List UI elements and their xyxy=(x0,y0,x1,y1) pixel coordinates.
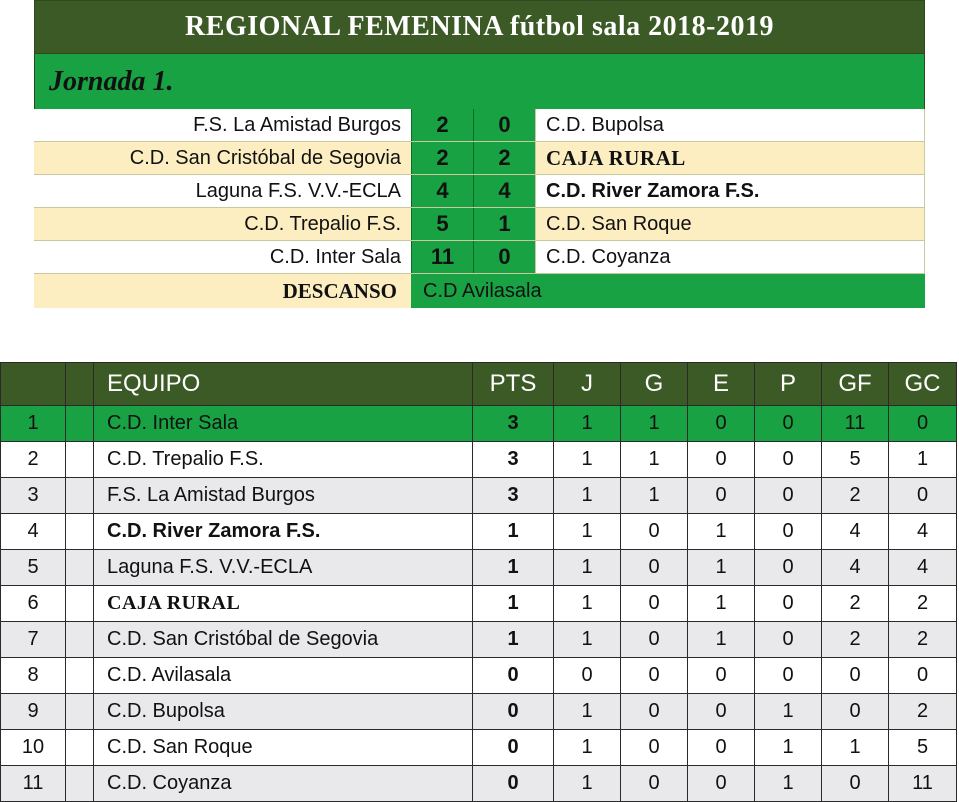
lost: 0 xyxy=(755,478,822,514)
position: 11 xyxy=(1,766,66,802)
team-name: C.D. Avilasala xyxy=(94,658,473,694)
away-score: 4 xyxy=(473,175,535,207)
table-row xyxy=(1,406,957,442)
drawn-header: E xyxy=(688,363,755,406)
played-header: J xyxy=(554,363,621,406)
table-row xyxy=(1,586,957,622)
position: 10 xyxy=(1,730,66,766)
table-row xyxy=(1,658,957,694)
goals-for: 11 xyxy=(822,406,889,442)
won: 0 xyxy=(621,694,688,730)
rest-row xyxy=(34,274,925,308)
won: 1 xyxy=(621,442,688,478)
drawn: 0 xyxy=(688,694,755,730)
away-score: 0 xyxy=(473,241,535,273)
drawn: 1 xyxy=(688,514,755,550)
points: 0 xyxy=(473,658,554,694)
drawn: 0 xyxy=(688,730,755,766)
lost: 0 xyxy=(755,658,822,694)
drawn: 0 xyxy=(688,406,755,442)
lost: 0 xyxy=(755,550,822,586)
lost: 1 xyxy=(755,766,822,802)
table-row xyxy=(1,514,957,550)
table-row xyxy=(1,442,957,478)
goals-for: 0 xyxy=(822,766,889,802)
team-name: C.D. San Roque xyxy=(94,730,473,766)
lost: 1 xyxy=(755,730,822,766)
home-team: C.D. Trepalio F.S. xyxy=(34,208,411,240)
goals-against: 0 xyxy=(889,658,957,694)
away-score: 1 xyxy=(473,208,535,240)
played: 1 xyxy=(554,622,621,658)
points: 1 xyxy=(473,622,554,658)
round-title: Jornada 1. xyxy=(34,54,925,109)
goals-against: 4 xyxy=(889,514,957,550)
goals-against: 2 xyxy=(889,694,957,730)
team-name: C.D. Inter Sala xyxy=(94,406,473,442)
won: 0 xyxy=(621,658,688,694)
position: 3 xyxy=(1,478,66,514)
table-row xyxy=(1,622,957,658)
points: 1 xyxy=(473,586,554,622)
results-panel xyxy=(34,0,925,308)
table-row xyxy=(1,694,957,730)
goals-against: 0 xyxy=(889,478,957,514)
home-score: 5 xyxy=(411,208,473,240)
table-row xyxy=(1,550,957,586)
standings-table xyxy=(0,362,957,802)
team-name: C.D. River Zamora F.S. xyxy=(94,514,473,550)
won: 0 xyxy=(621,622,688,658)
won: 0 xyxy=(621,514,688,550)
position: 1 xyxy=(1,406,66,442)
lost: 1 xyxy=(755,694,822,730)
goals-for: 2 xyxy=(822,622,889,658)
pts-header: PTS xyxy=(473,363,554,406)
blank-cell xyxy=(66,694,94,730)
drawn: 1 xyxy=(688,622,755,658)
match-row xyxy=(34,142,925,175)
drawn: 0 xyxy=(688,766,755,802)
points: 0 xyxy=(473,766,554,802)
rest-team: C.D Avilasala xyxy=(411,274,925,308)
drawn: 1 xyxy=(688,586,755,622)
standings-header-row xyxy=(1,363,957,406)
match-row xyxy=(34,109,925,142)
played: 1 xyxy=(554,550,621,586)
played: 1 xyxy=(554,586,621,622)
won: 1 xyxy=(621,478,688,514)
away-team: C.D. Bupolsa xyxy=(535,109,925,141)
blank-cell xyxy=(66,550,94,586)
home-score: 2 xyxy=(411,109,473,141)
lost: 0 xyxy=(755,622,822,658)
position: 9 xyxy=(1,694,66,730)
away-score: 0 xyxy=(473,109,535,141)
goals-for: 0 xyxy=(822,658,889,694)
team-name: C.D. Bupolsa xyxy=(94,694,473,730)
won: 0 xyxy=(621,730,688,766)
match-row xyxy=(34,208,925,241)
won: 0 xyxy=(621,550,688,586)
home-team: C.D. Inter Sala xyxy=(34,241,411,273)
position: 5 xyxy=(1,550,66,586)
goals-for: 0 xyxy=(822,694,889,730)
lost: 0 xyxy=(755,442,822,478)
goals-for-header: GF xyxy=(822,363,889,406)
played: 1 xyxy=(554,730,621,766)
won: 0 xyxy=(621,766,688,802)
goals-against: 2 xyxy=(889,586,957,622)
blank-cell xyxy=(66,406,94,442)
position: 4 xyxy=(1,514,66,550)
blank-cell xyxy=(66,658,94,694)
team-name: F.S. La Amistad Burgos xyxy=(94,478,473,514)
goals-against: 4 xyxy=(889,550,957,586)
away-team: CAJA RURAL xyxy=(535,142,925,174)
home-score: 4 xyxy=(411,175,473,207)
table-row xyxy=(1,478,957,514)
pos-header xyxy=(1,363,66,406)
goals-for: 4 xyxy=(822,550,889,586)
goals-for: 2 xyxy=(822,586,889,622)
points: 0 xyxy=(473,730,554,766)
home-team: Laguna F.S. V.V.-ECLA xyxy=(34,175,411,207)
goals-for: 2 xyxy=(822,478,889,514)
goals-for: 1 xyxy=(822,730,889,766)
lost: 0 xyxy=(755,586,822,622)
team-name: C.D. San Cristóbal de Segovia xyxy=(94,622,473,658)
blank-cell xyxy=(66,586,94,622)
points: 3 xyxy=(473,478,554,514)
table-row xyxy=(1,730,957,766)
goals-against: 0 xyxy=(889,406,957,442)
drawn: 1 xyxy=(688,550,755,586)
points: 0 xyxy=(473,694,554,730)
home-team: F.S. La Amistad Burgos xyxy=(34,109,411,141)
league-title: REGIONAL FEMENINA fútbol sala 2018-2019 xyxy=(34,0,925,54)
goals-against-header: GC xyxy=(889,363,957,406)
home-team: C.D. San Cristóbal de Segovia xyxy=(34,142,411,174)
played: 1 xyxy=(554,442,621,478)
goals-against: 2 xyxy=(889,622,957,658)
goals-against: 5 xyxy=(889,730,957,766)
played: 1 xyxy=(554,478,621,514)
goals-for: 5 xyxy=(822,442,889,478)
won: 1 xyxy=(621,406,688,442)
team-name: CAJA RURAL xyxy=(94,586,473,622)
match-row xyxy=(34,241,925,274)
team-name: Laguna F.S. V.V.-ECLA xyxy=(94,550,473,586)
points: 3 xyxy=(473,442,554,478)
blank-cell xyxy=(66,514,94,550)
played: 1 xyxy=(554,514,621,550)
away-team: C.D. San Roque xyxy=(535,208,925,240)
won-header: G xyxy=(621,363,688,406)
goals-against: 11 xyxy=(889,766,957,802)
position: 6 xyxy=(1,586,66,622)
blank-cell xyxy=(66,766,94,802)
blank-cell xyxy=(66,622,94,658)
lost: 0 xyxy=(755,514,822,550)
team-header: EQUIPO xyxy=(94,363,473,406)
blank-cell xyxy=(66,478,94,514)
position: 7 xyxy=(1,622,66,658)
blank-cell xyxy=(66,442,94,478)
team-name: C.D. Coyanza xyxy=(94,766,473,802)
played: 1 xyxy=(554,406,621,442)
rest-label: DESCANSO xyxy=(34,274,411,308)
blank-cell xyxy=(66,730,94,766)
match-row xyxy=(34,175,925,208)
table-row xyxy=(1,766,957,802)
away-team: C.D. Coyanza xyxy=(535,241,925,273)
away-score: 2 xyxy=(473,142,535,174)
played: 0 xyxy=(554,658,621,694)
points: 1 xyxy=(473,550,554,586)
goals-for: 4 xyxy=(822,514,889,550)
lost: 0 xyxy=(755,406,822,442)
home-score: 2 xyxy=(411,142,473,174)
blank-header xyxy=(66,363,94,406)
drawn: 0 xyxy=(688,442,755,478)
position: 2 xyxy=(1,442,66,478)
drawn: 0 xyxy=(688,658,755,694)
points: 3 xyxy=(473,406,554,442)
played: 1 xyxy=(554,694,621,730)
goals-against: 1 xyxy=(889,442,957,478)
lost-header: P xyxy=(755,363,822,406)
played: 1 xyxy=(554,766,621,802)
home-score: 11 xyxy=(411,241,473,273)
won: 0 xyxy=(621,586,688,622)
points: 1 xyxy=(473,514,554,550)
drawn: 0 xyxy=(688,478,755,514)
away-team: C.D. River Zamora F.S. xyxy=(535,175,925,207)
position: 8 xyxy=(1,658,66,694)
team-name: C.D. Trepalio F.S. xyxy=(94,442,473,478)
